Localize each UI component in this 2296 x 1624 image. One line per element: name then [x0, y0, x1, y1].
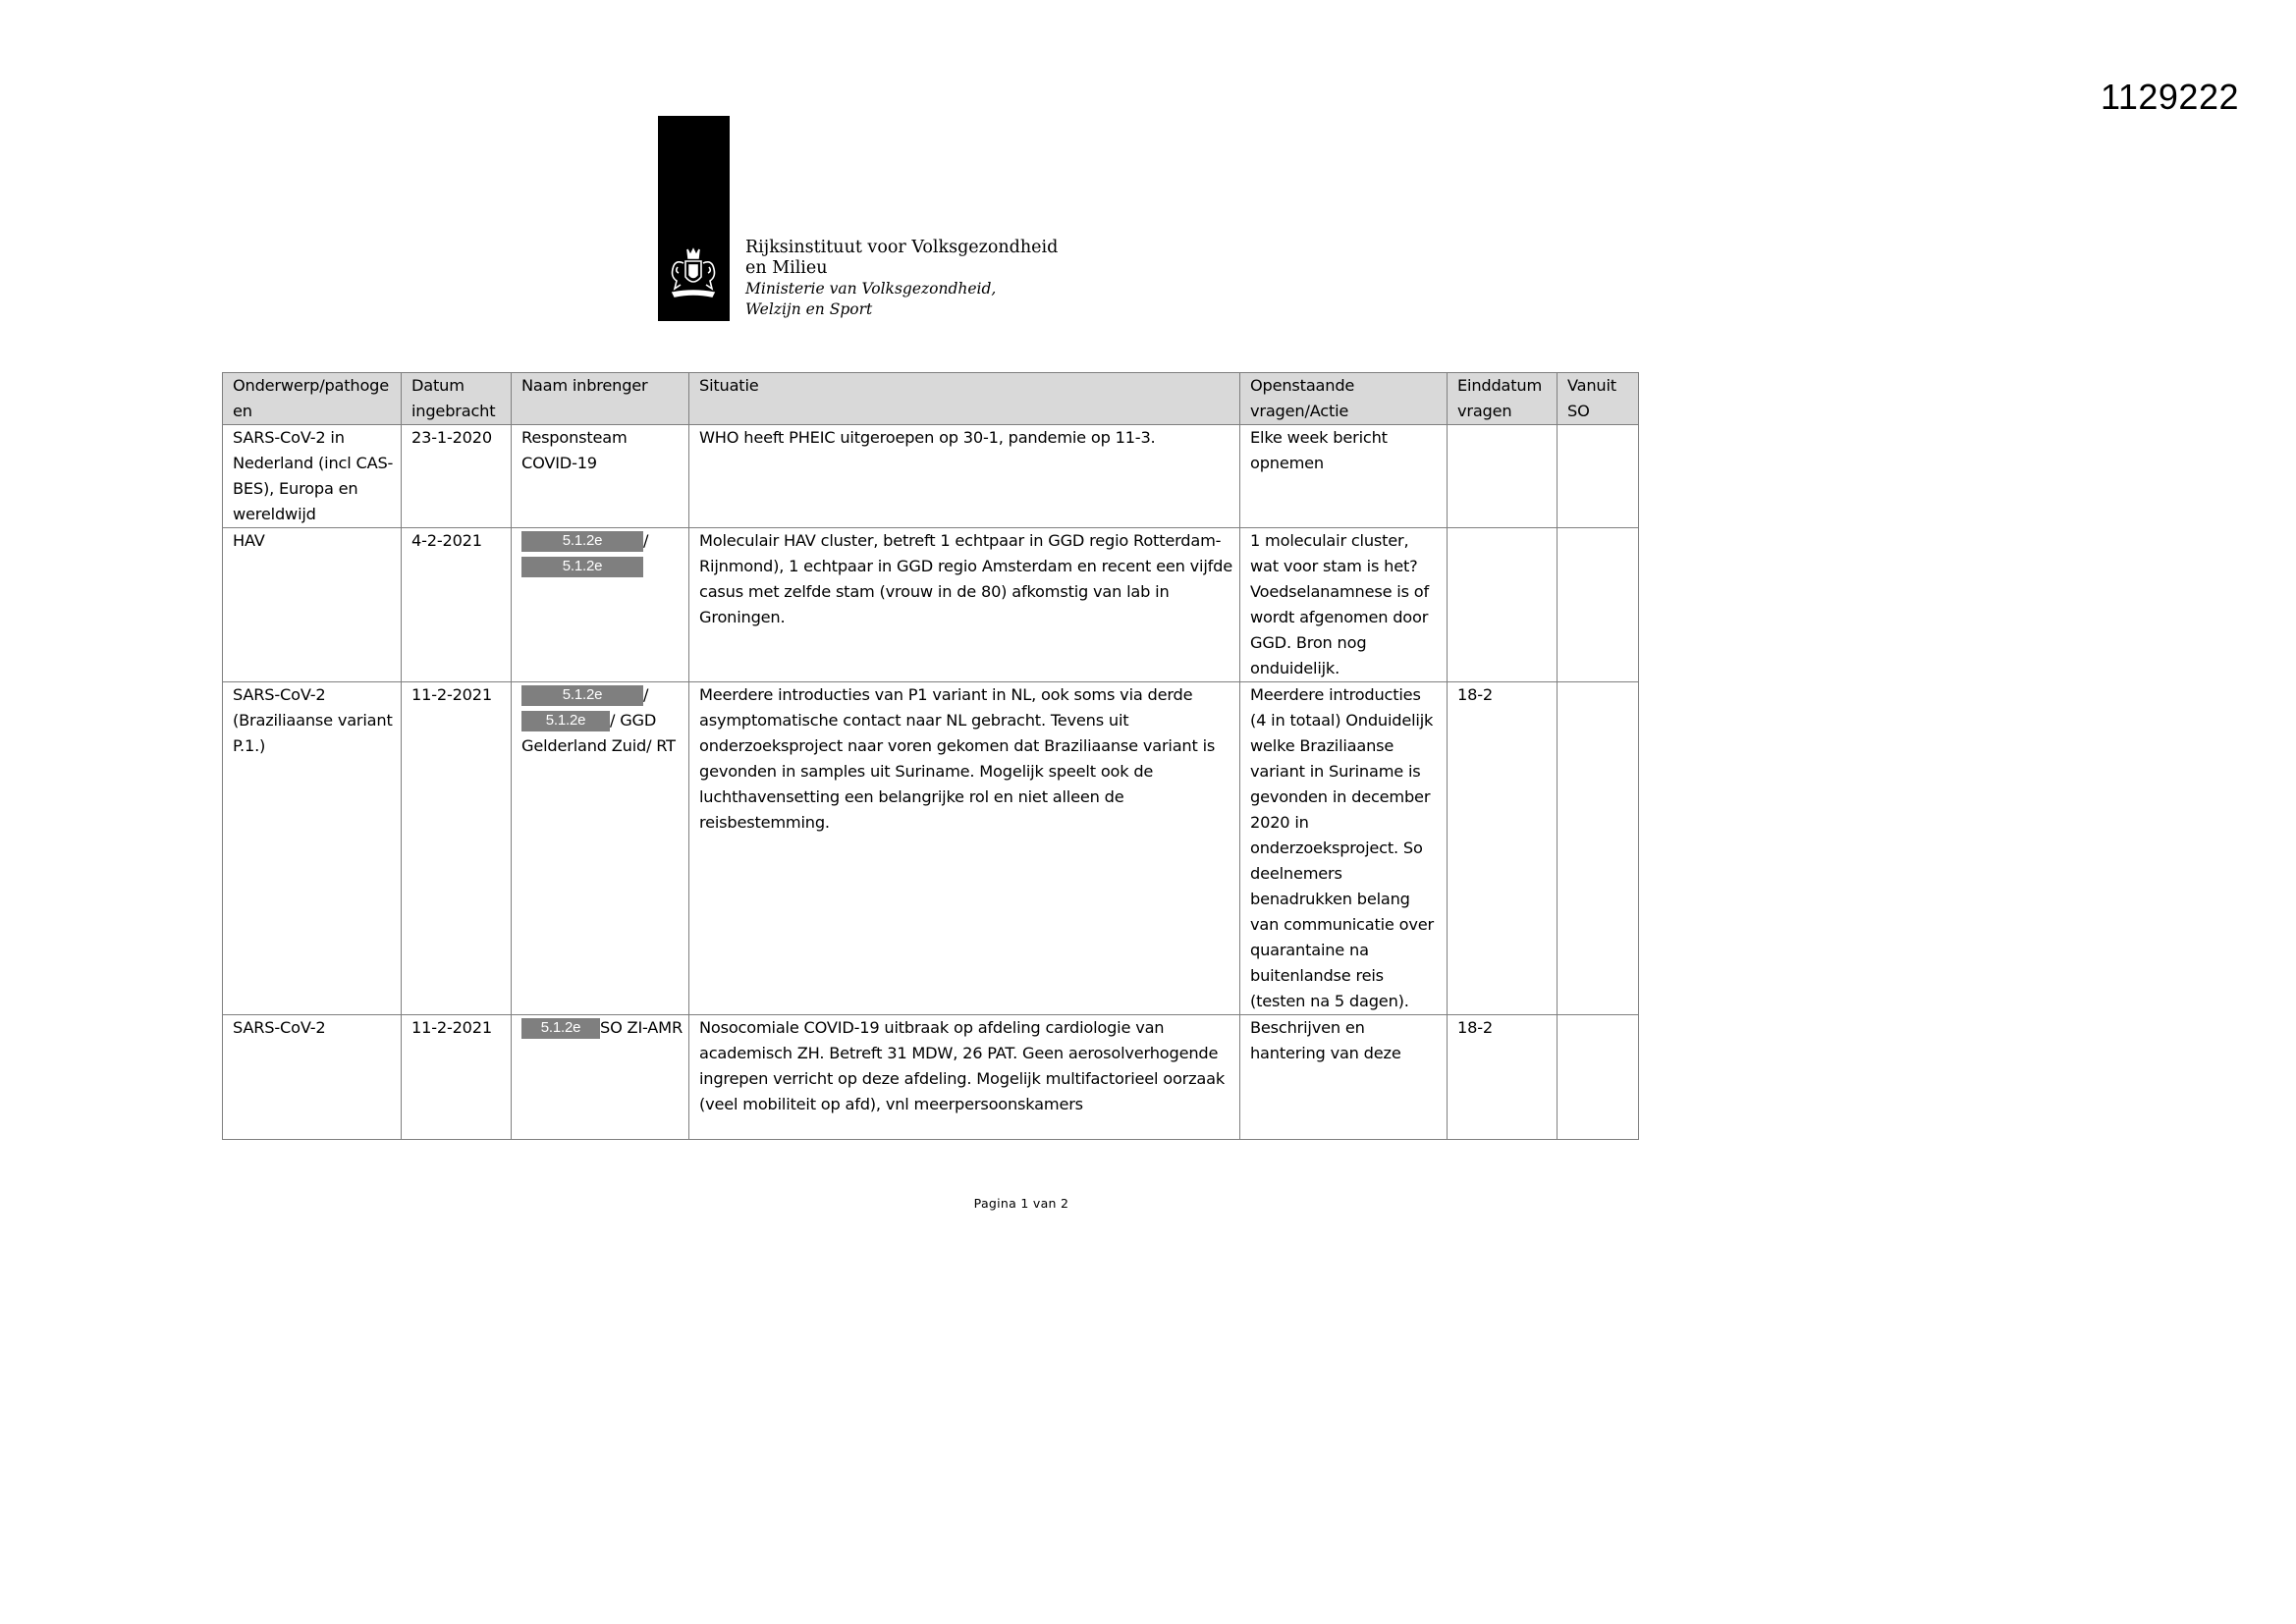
- cell-vanuit-so: [1558, 528, 1639, 682]
- cell-vanuit-so: [1558, 682, 1639, 1015]
- logo-line-institute: Rijksinstituut voor Volksgezondheid: [745, 238, 1059, 257]
- cell-datum: 23-1-2020: [402, 425, 512, 528]
- header-onderwerp: Onderwerp/pathogeen: [223, 373, 402, 425]
- redaction-box: 5.1.2e: [521, 685, 643, 706]
- logo-text: [745, 238, 1138, 320]
- cell-naam: [512, 528, 689, 682]
- page-footer: Pagina 1 van 2: [973, 1196, 1069, 1211]
- table-row: [223, 528, 1639, 682]
- cell-situatie: WHO heeft PHEIC uitgeroepen op 30-1, pandemie op 11-3.: [689, 425, 1240, 528]
- cell-vanuit-so: [1558, 1015, 1639, 1140]
- cell-situatie: Nosocomiale COVID-19 uitbraak op afdeling cardiologie van academisch ZH. Betreft 31 MDW, 26 PAT. Geen aerosolverhogende ingrepen verricht op deze afdeling. Mogelijk multifactorieel oorzaak (veel mobiliteit op afd), vnl meerpersoonskamers: [689, 1015, 1240, 1140]
- cell-einddatum: [1448, 528, 1558, 682]
- cell-vragen: Elke week bericht opnemen: [1240, 425, 1448, 528]
- redaction-box: 5.1.2e: [521, 531, 643, 552]
- cell-onderwerp: SARS-CoV-2: [223, 1015, 402, 1140]
- cell-naam: Responsteam COVID-19: [512, 425, 689, 528]
- cell-onderwerp: SARS-CoV-2 in Nederland (incl CAS-BES), Europa en wereldwijd: [223, 425, 402, 528]
- cell-vragen: 1 moleculair cluster, wat voor stam is het? Voedselanamnese is of wordt afgenomen door GGD. Bron nog onduidelijk.: [1240, 528, 1448, 682]
- cell-naam: [512, 1015, 689, 1140]
- header-einddatum: Einddatum vragen: [1448, 373, 1558, 425]
- name-separator: /: [643, 531, 649, 550]
- table-row: [223, 425, 1639, 528]
- name-suffix: / GGD Gelderland Zuid/ RT: [521, 711, 676, 755]
- header-situatie: Situatie: [689, 373, 1240, 425]
- table-row: [223, 682, 1639, 1015]
- cell-onderwerp: SARS-CoV-2 (Braziliaanse variant P.1.): [223, 682, 402, 1015]
- cell-vragen: Beschrijven en hantering van deze: [1240, 1015, 1448, 1140]
- header-vanuit-so: Vanuit SO: [1558, 373, 1639, 425]
- cell-datum: 11-2-2021: [402, 682, 512, 1015]
- header-naam: Naam inbrenger: [512, 373, 689, 425]
- redaction-box: 5.1.2e: [521, 557, 643, 577]
- logo-line-institute-2: en Milieu: [745, 258, 828, 278]
- cell-einddatum: [1448, 425, 1558, 528]
- cell-einddatum: 18-2: [1448, 682, 1558, 1015]
- cell-einddatum: 18-2: [1448, 1015, 1558, 1140]
- logo-bar: [658, 116, 730, 321]
- signal-table: [222, 372, 1639, 1140]
- cell-situatie: Moleculair HAV cluster, betreft 1 echtpaar in GGD regio Rotterdam-Rijnmond), 1 echtpaar in GGD regio Amsterdam en recent een vijfde casus met zelfde stam (vrouw in de 80) afkomstig van lab in Groningen.: [689, 528, 1240, 682]
- cell-onderwerp: HAV: [223, 528, 402, 682]
- header-vragen: Openstaande vragen/Actie: [1240, 373, 1448, 425]
- document-number: 1129222: [2101, 77, 2239, 117]
- name-separator: /: [643, 685, 649, 704]
- header-datum: Datum ingebracht: [402, 373, 512, 425]
- coat-of-arms-icon: [665, 245, 722, 302]
- cell-datum: 4-2-2021: [402, 528, 512, 682]
- cell-naam: [512, 682, 689, 1015]
- table-row: [223, 1015, 1639, 1140]
- logo-line-ministry: Ministerie van Volksgezondheid,: [745, 280, 997, 298]
- table-header-row: [223, 373, 1639, 425]
- cell-situatie: Meerdere introducties van P1 variant in NL, ook soms via derde asymptomatische contact naar NL gebracht. Tevens uit onderzoeksproject naar voren gekomen dat Braziliaanse variant is gevonden in samples uit Suriname. Mogelijk speelt ook de luchthavensetting een belangrijke rol en niet alleen de reisbestemming.: [689, 682, 1240, 1015]
- cell-vanuit-so: [1558, 425, 1639, 528]
- cell-vragen: Meerdere introducties (4 in totaal) Onduidelijk welke Braziliaanse variant in Suriname is gevonden in december 2020 in onderzoeksproject. So deelnemers benadrukken belang van communicatie over quarantaine na buitenlandse reis (testen na 5 dagen).: [1240, 682, 1448, 1015]
- redaction-box: 5.1.2e: [521, 1018, 600, 1039]
- logo-line-ministry-2: Welzijn en Sport: [745, 300, 873, 318]
- redaction-box: 5.1.2e: [521, 711, 610, 731]
- name-suffix: SO ZI-AMR: [600, 1018, 683, 1037]
- cell-datum: 11-2-2021: [402, 1015, 512, 1140]
